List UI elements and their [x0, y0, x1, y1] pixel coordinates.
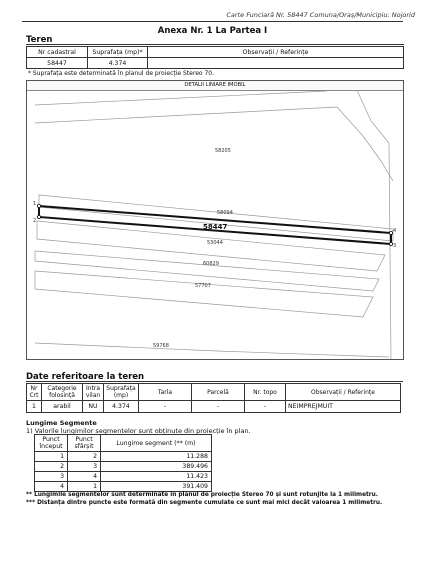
cell-start: 4	[35, 482, 68, 492]
table-row	[35, 482, 212, 492]
parcel-label-58447: 58447	[203, 223, 228, 231]
cell-nr-cadastral: 58447	[27, 58, 88, 69]
cell-start: 2	[35, 462, 68, 472]
cell-length: 11.288	[101, 452, 212, 462]
col-nr-crt: Nr Crt	[27, 384, 42, 401]
parcel-label-53044: 53044	[207, 240, 223, 246]
section-title-lungime: Lungime Segmente	[26, 419, 97, 427]
cell-start: 1	[35, 452, 68, 462]
map-boundary-line	[35, 107, 393, 181]
cell-suprafata: 4.374	[88, 58, 148, 69]
teren-table	[26, 46, 404, 69]
footnote-lungime: ** Lungimile segmentelor sunt determinate în planul de proiecție Stereo 70 și sunt rotunjite la 1 milimetru.	[26, 492, 378, 498]
footnote-distanta: *** Distanța dintre puncte este formată din segmente cumulate ce sunt mai mici decât valoarea 1 milimetru.	[26, 500, 383, 506]
header-divider	[22, 21, 403, 22]
parcel-label-60829: 60829	[203, 261, 219, 267]
col-parcela: Parcelă	[192, 384, 245, 401]
cell-end: 2	[68, 452, 101, 462]
parcel-58094	[39, 195, 393, 241]
section-title-referinte: Date referitoare la teren	[26, 372, 145, 382]
cell-nr-crt: 1	[27, 401, 42, 413]
cell-end: 1	[68, 482, 101, 492]
cell-observatii	[148, 58, 404, 69]
page-title: Anexa Nr. 1 La Partea I	[157, 26, 268, 36]
cell-nr-topo: -	[245, 401, 286, 413]
point-marker	[37, 204, 40, 207]
col-observatii: Observații / Referințe	[148, 47, 404, 58]
point-label: 3	[393, 243, 397, 249]
cell-start: 3	[35, 472, 68, 482]
point-label: 1	[33, 201, 37, 207]
table-row	[35, 472, 212, 482]
table-row	[35, 452, 212, 462]
cell-intravilan: NU	[83, 401, 104, 413]
cell-end: 3	[68, 462, 101, 472]
referinte-table	[26, 383, 401, 413]
cell-categorie: arabil	[42, 401, 83, 413]
cell-end: 4	[68, 472, 101, 482]
col-nr-cadastral: Nr cadastral	[27, 47, 88, 58]
parcel-label-57707: 57707	[195, 283, 211, 289]
header-reference: Carte Funciară Nr. 58447 Comuna/Oraș/Municipiu: Nojorid	[226, 11, 415, 19]
col-suprafata: Suprafața (mp)*	[88, 47, 148, 58]
col-intravilan: Intra vilan	[83, 384, 104, 401]
cell-tarla: -	[139, 401, 192, 413]
cell-suprafata: 4.374	[104, 401, 139, 413]
cell-length: 391.409	[101, 482, 212, 492]
col-tarla: Tarla	[139, 384, 192, 401]
table-header-row	[27, 384, 401, 401]
section-title-teren: Teren	[26, 35, 53, 45]
col-nr-topo: Nr. topo	[245, 384, 286, 401]
table-row	[27, 401, 401, 413]
table-row	[35, 462, 212, 472]
teren-note: * Suprafața este determinată în planul de proiecție Stereo 70.	[28, 70, 215, 77]
col-punct-sfarsit: Punct sfârșit	[68, 435, 101, 452]
cell-observatii: NEIMPREJMUIT	[286, 401, 401, 413]
parcel-label-58094: 58094	[217, 210, 233, 216]
point-label: 2	[33, 218, 37, 224]
cell-length: 389.496	[101, 462, 212, 472]
col-lungime: Lungime segment (** (m)	[101, 435, 212, 452]
table-header-row	[35, 435, 212, 452]
lungime-subtitle: 1) Valorile lungimilor segmentelor sunt obținute din proiecție în plan.	[26, 427, 251, 435]
table-header-row	[27, 47, 404, 58]
col-punct-inceput: Punct început	[35, 435, 68, 452]
point-label: 4	[393, 228, 397, 234]
map-title: DETALII LINIARE IMOBIL	[27, 81, 403, 91]
col-categorie: Categorie folosință	[42, 384, 83, 401]
cell-length: 11.423	[101, 472, 212, 482]
map-boundary-line	[35, 91, 327, 105]
parcel-map	[26, 80, 404, 360]
map-drawing	[27, 81, 403, 359]
cell-parcela: -	[192, 401, 245, 413]
parcel-label-59768: 59768	[153, 343, 169, 349]
col-suprafata: Suprafața (mp)	[104, 384, 139, 401]
referinte-divider	[26, 381, 403, 382]
point-marker	[37, 215, 40, 218]
parcel-57707	[35, 271, 373, 317]
table-row	[27, 58, 404, 69]
parcel-label-58205: 58205	[215, 148, 231, 154]
lungime-table	[34, 434, 212, 492]
map-boundary-line	[35, 343, 389, 357]
col-observatii: Observații / Referințe	[286, 384, 401, 401]
teren-divider	[26, 44, 404, 45]
